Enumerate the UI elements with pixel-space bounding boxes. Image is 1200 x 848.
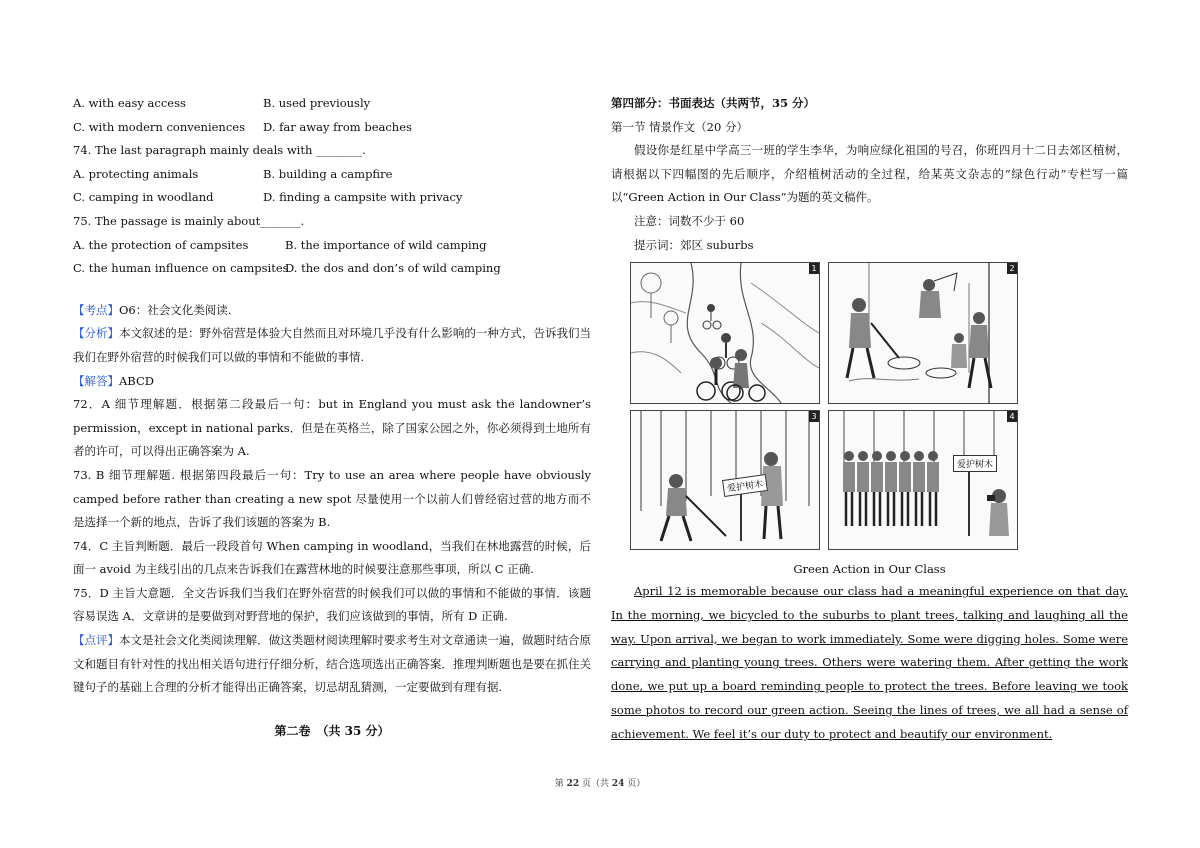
word-count-note: 注意：词数不少于 60 xyxy=(634,213,745,228)
kaodian xyxy=(73,299,591,323)
panel-number-1: 1 xyxy=(809,263,819,274)
left-column xyxy=(73,92,591,739)
picture-panel-4 xyxy=(828,410,1018,550)
current-page-number: 22 xyxy=(566,779,580,789)
q74-option-a: A. protecting animals xyxy=(73,166,199,181)
picture-panel-3 xyxy=(630,410,820,550)
q75-options-row-1 xyxy=(73,234,591,258)
q75-option-d: D. the dos and don’s of wild camping xyxy=(285,261,501,276)
panel-number-2: 2 xyxy=(1007,263,1017,274)
q74-option-b: B. building a campfire xyxy=(263,166,393,181)
picture-sequence xyxy=(630,262,1018,548)
bicycling-illustration xyxy=(631,263,819,403)
jieda-tag: 【解答】 xyxy=(73,373,119,388)
q73-option-b: B. used previously xyxy=(263,96,371,110)
fenxi xyxy=(73,322,591,369)
panel-number-4: 4 xyxy=(1007,411,1017,422)
vocab-hint: 提示词：郊区 suburbs xyxy=(634,237,754,252)
q75-option-a: A. the protection of campsites xyxy=(73,237,249,252)
dianping-tag: 【点评】 xyxy=(73,633,120,648)
q74-options-row-1 xyxy=(73,163,591,187)
footer-prefix: 第 xyxy=(554,779,567,789)
volume-title: 第二卷 （共 35 分） xyxy=(274,723,390,738)
essay-body: April 12 is memorable because our class had a meaningful experience on that day. In the morning, we bicycled to the suburbs to plant trees, talking and laughing all the way. Upon arrival, we began to work immediately. Some were digging holes. Some were carrying and planting young trees. Others were watering them. After getting the work done, we put up a board reminding people to protect the trees. Before leaving we took some photos to record our green action. Seeing the lines of trees, we all had a sense of achievement. We feel it’s our duty to protect and beautify our environment. xyxy=(611,584,1128,741)
q75-stem xyxy=(73,210,591,234)
answer-75: 75．D 主旨大意题．全文告诉我们当我们在野外宿营的时候我们可以做的事情和不能做的事情．该题容易误选 A．文章讲的是要做到对野营地的保护，我们应该做到的事情，所有 D 正确. xyxy=(73,585,591,624)
jieda xyxy=(73,370,591,394)
q74-blank: ________. xyxy=(316,143,366,158)
dianping xyxy=(73,629,591,700)
q73-option-c: C. with modern conveniences xyxy=(73,119,245,134)
picture-panel-1 xyxy=(630,262,820,404)
fenxi-text: 本文叙述的是：野外宿营是体验大自然而且对环境几乎没有什么影响的一种方式，告诉我们当我们在野外宿营的时候我们可以做的事情和不能做的事情. xyxy=(73,326,591,364)
q74-option-c: C. camping in woodland xyxy=(73,190,214,205)
q73-options-row-2 xyxy=(73,116,591,140)
total-page-number: 24 xyxy=(611,779,625,789)
answer-74: 74．C 主旨判断题．最后一段段首句 When camping in woodland，当我们在林地露营的时候，后面一 avoid 为主线引出的几点来告诉我们在露营林地的时候要注意那些事项，所以 C 正确. xyxy=(73,538,591,577)
writing-prompt: 假设你是红星中学高三一班的学生李华，为响应绿化祖国的号召，你班四月十二日去郊区植树，请根据以下四幅图的先后顺序，介绍植树活动的全过程，给某英文杂志的“绿色行动”专栏写一篇以“Green Action in Our Class”为题的英文稿件。 xyxy=(611,143,1128,205)
protect-trees-sign-2: 爱护树木 xyxy=(953,455,997,472)
fenxi-tag: 【分析】 xyxy=(73,326,120,341)
section-title: 第一节 情景作文（20 分） xyxy=(611,119,748,134)
answer-72: 72．A 细节理解题．根据第二段最后一句：but in England you must ask the landowner’s permission，except in national parks．但是在英格兰，除了国家公园之外，你必须得到土地所有者的许可，可以得出正确答案为 A. xyxy=(73,397,591,459)
digging-illustration xyxy=(829,263,1017,403)
q75-blank: _______. xyxy=(260,213,305,228)
right-column xyxy=(611,92,1128,257)
q73-option-d: D. far away from beaches xyxy=(263,119,412,134)
q75-option-b: B. the importance of wild camping xyxy=(285,237,487,252)
dianping-text: 本文是社会文化类阅读理解．做这类题材阅读理解时要求考生对文章通读一遍，做题时结合原文和题目有针对性的找出相关语句进行仔细分析，结合选项选出正确答案．推理判断题也是要在抓住关键句子的基础上合理的分析才能得出正确答案，切忌胡乱猜测，一定要做到有理有据. xyxy=(73,633,591,695)
protect-trees-sign-1: 爱护树木 xyxy=(722,474,768,497)
picture-panel-2 xyxy=(828,262,1018,404)
q73-option-a: A. with easy access xyxy=(73,96,186,110)
jieda-text: ABCD xyxy=(119,373,154,388)
footer-middle: 页（共 xyxy=(579,779,612,789)
essay-section xyxy=(611,558,1128,747)
q74-options-row-2 xyxy=(73,186,591,210)
q74-option-d: D. finding a campsite with privacy xyxy=(263,190,463,205)
kaodian-text: O6：社会文化类阅读. xyxy=(119,302,232,317)
q74-stem-text: 74. The last paragraph mainly deals with xyxy=(73,143,317,158)
q74-stem xyxy=(73,139,591,163)
q73-options-row-1 xyxy=(73,92,591,116)
panel-number-3: 3 xyxy=(809,411,819,422)
kaodian-tag: 【考点】 xyxy=(73,302,119,317)
essay-title: Green Action in Our Class xyxy=(793,562,946,576)
group-photo-illustration xyxy=(829,411,1017,549)
footer-suffix: 页） xyxy=(624,779,646,789)
answer-73: 73. B 细节理解题. 根据第四段最后一句：Try to use an area where people have obviously camped before rather than creating a new spot 尽量使用一个以前人们曾经宿过营的地方而不是选择一个新的地点，告诉了我们该题的答案为 B. xyxy=(73,467,591,530)
q75-option-c: C. the human influence on campsites xyxy=(73,261,289,276)
part-title: 第四部分：书面表达（共两节，35 分） xyxy=(611,96,816,110)
q75-stem-text: 75. The passage is mainly about xyxy=(73,213,261,228)
page-footer xyxy=(0,776,1200,789)
q75-options-row-2 xyxy=(73,257,591,281)
